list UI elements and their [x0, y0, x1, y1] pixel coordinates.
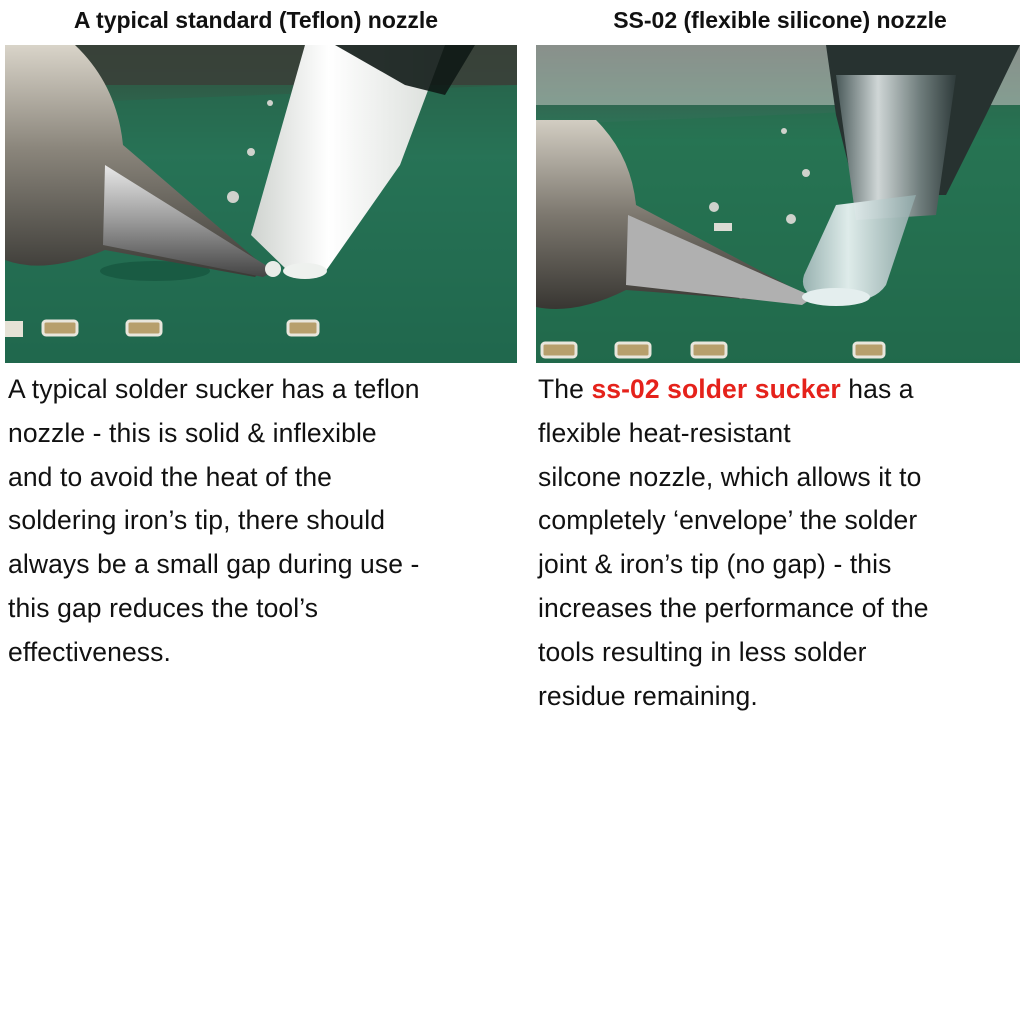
right-line: increases the performance of the [538, 592, 929, 623]
right-line: flexible heat-resistant [538, 417, 791, 448]
teflon-nozzle-photo [5, 45, 517, 363]
right-line: tools resulting in less solder [538, 636, 867, 667]
right-heading: SS-02 (flexible silicone) nozzle [613, 7, 947, 33]
left-line: and to avoid the heat of the [8, 461, 332, 492]
left-line: A typical solder sucker has a teflon [8, 374, 420, 404]
silicone-nozzle-illustration [536, 45, 1020, 363]
left-line: effectiveness. [8, 636, 171, 667]
teflon-nozzle-illustration [5, 45, 517, 363]
right-line: completely ‘envelope’ the solder [538, 505, 918, 536]
left-line: this gap reduces the tool’s [8, 592, 319, 623]
left-line: soldering iron’s tip, there should [8, 505, 386, 536]
right-line-1 [538, 368, 1024, 412]
right-line-1-suffix: has a [840, 374, 914, 404]
right-column [536, 0, 1024, 711]
left-description [8, 368, 518, 675]
silicone-nozzle-photo [536, 45, 1020, 363]
right-line: silcone nozzle, which allows it to [538, 461, 922, 492]
right-line-1-prefix: The [538, 374, 592, 404]
right-description [538, 368, 1024, 718]
right-line: residue remaining. [538, 680, 758, 711]
right-line: joint & iron’s tip (no gap) - this [538, 549, 892, 580]
left-line: always be a small gap during use - [8, 549, 420, 580]
product-name-highlight: ss-02 solder sucker [591, 374, 841, 404]
left-line: nozzle - this is solid & inflexible [8, 417, 377, 448]
left-column [0, 0, 520, 667]
left-heading: A typical standard (Teflon) nozzle [73, 7, 439, 33]
